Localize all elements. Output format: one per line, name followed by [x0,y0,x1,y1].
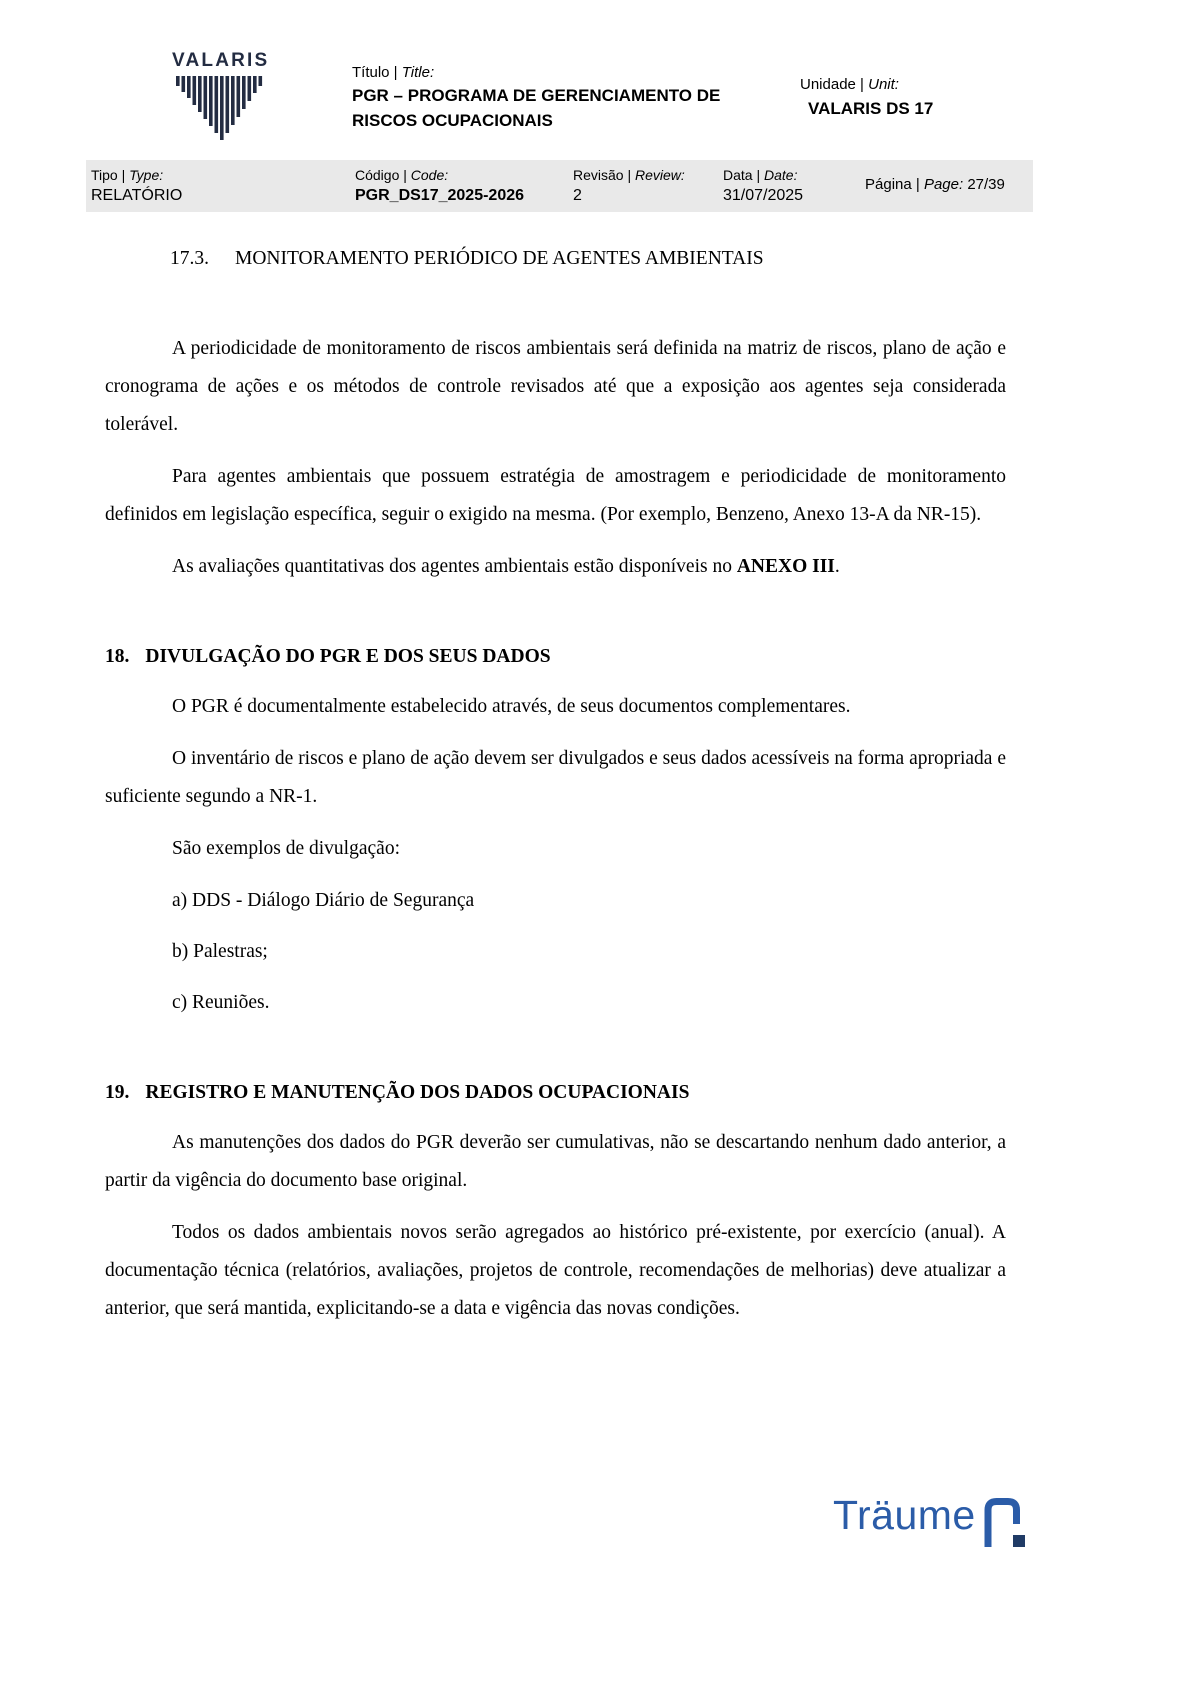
list-item: c) Reuniões. [172,992,270,1013]
title-label: Título | Title: [352,64,435,81]
meta-revision-value: 2 [573,187,582,204]
meta-type-value: RELATÓRIO [91,187,183,204]
paragraph: A periodicidade de monitoramento de riscos ambientais será definida na matriz de riscos, plano de ação e cronograma de ações e os métodos de controle revisados até que a exposição aos agentes seja considerada tolerável. [105,338,1006,435]
meta-date-value: 31/07/2025 [723,187,804,204]
meta-revision-label: Revisão | Review: [573,167,685,183]
unit-label: Unidade | Unit: [800,76,899,93]
meta-page-label: Página | Page: [865,176,964,193]
unit-value: VALARIS DS 17 [808,99,934,118]
section-title: REGISTRO E MANUTENÇÃO DOS DADOS OCUPACIONAIS [145,1082,690,1103]
list-item: a) DDS - Diálogo Diário de Segurança [172,890,475,911]
section-title: DIVULGAÇÃO DO PGR E DOS SEUS DADOS [145,646,551,667]
anexo-iii-reference: ANEXO III [736,556,835,577]
valaris-waveform-icon [176,76,268,140]
meta-page [865,176,1005,193]
valaris-logo [172,50,282,140]
paragraph: Para agentes ambientais que possuem estratégia de amostragem e periodicidade de monitoramento definidos em legislação específica, seguir o exigido na mesma. (Por exemplo, Benzeno, Anexo 13-A da NR-15). [105,466,1006,525]
document-meta-band [86,160,1033,212]
document-title-line1: PGR – PROGRAMA DE GERENCIAMENTO DE [352,86,721,105]
paragraph: As manutenções dos dados do PGR deverão ser cumulativas, não se descartando nenhum dado anterior, a partir da vigência do documento base original. [105,1132,1006,1191]
section-number: 17.3. [170,248,209,269]
meta-date-label: Data | Date: [723,167,798,183]
section-heading-18 [105,638,1006,676]
meta-code-value: PGR_DS17_2025-2026 [355,187,525,204]
meta-code [355,166,524,206]
unit-block [800,74,933,119]
meta-date [723,166,803,206]
traeumen-logo [833,1490,1026,1548]
document-title-line2: RISCOS OCUPACIONAIS [352,111,553,130]
meta-code-label: Código | Code: [355,167,449,183]
section-heading-17-3 [105,240,1006,278]
paragraph: O inventário de riscos e plano de ação devem ser divulgados e seus dados acessíveis na forma apropriada e suficiente segundo a NR-1. [105,748,1006,807]
list-item: b) Palestras; [172,941,268,962]
paragraph: As avaliações quantitativas dos agentes ambientais estão disponíveis no ANEXO III. [172,556,840,577]
meta-revision [573,166,685,206]
paragraph: Todos os dados ambientais novos serão agregados ao histórico pré-existente, por exercício (anual). A documentação técnica (relatórios, avaliações, projetos de controle, recomendações de melhorias) deve atualizar a anterior, que será mantida, explicitando-se a data e vigência das novas condições. [105,1222,1006,1319]
traeumen-wordmark: Träume [833,1492,976,1538]
traeumen-chair-icon [980,1494,1026,1548]
paragraph: O PGR é documentalmente estabelecido através, de seus documentos complementares. [172,696,851,717]
document-title-block [352,62,782,133]
meta-type-label: Tipo | Type: [91,167,164,183]
section-heading-19 [105,1074,1006,1112]
section-title: MONITORAMENTO PERIÓDICO DE AGENTES AMBIENTAIS [235,248,764,269]
meta-page-value: 27/39 [967,176,1005,193]
paragraph: São exemplos de divulgação: [172,838,400,859]
meta-type [91,166,182,206]
section-number: 19. [105,1082,130,1103]
section-number: 18. [105,646,130,667]
valaris-logo-wordmark: VALARIS [172,50,270,71]
document-body [105,212,1006,1342]
